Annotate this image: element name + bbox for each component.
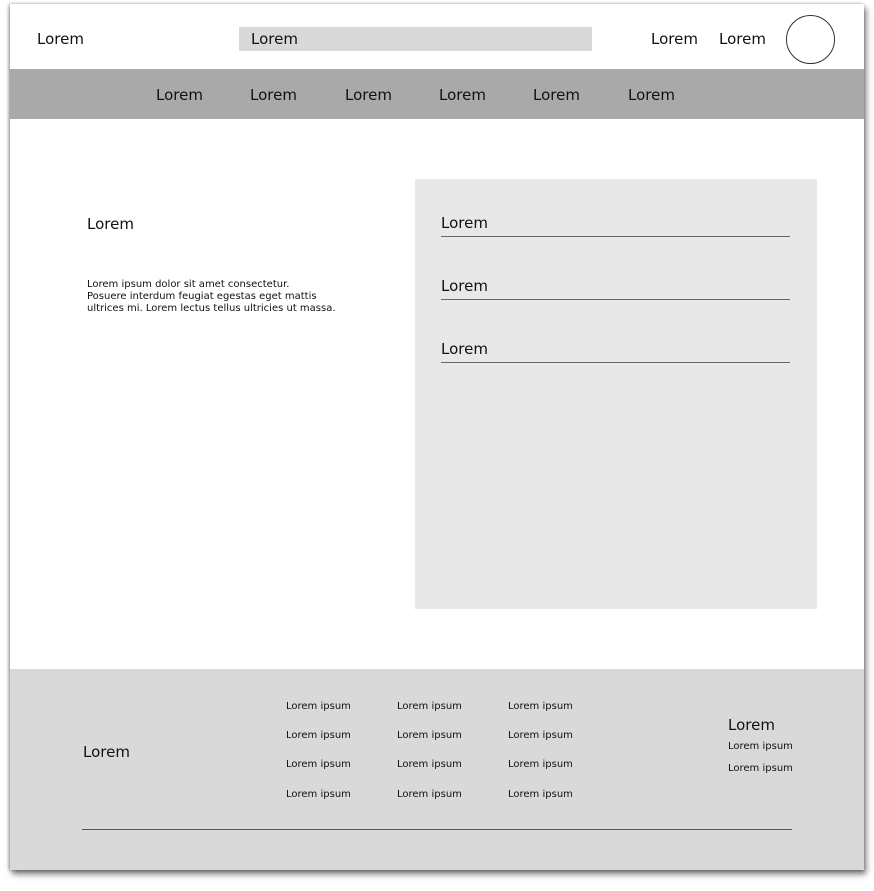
header-link-2[interactable]: Lorem — [719, 30, 766, 48]
footer-link[interactable]: Lorem ipsum — [508, 730, 573, 741]
footer-link[interactable]: Lorem ipsum — [397, 730, 462, 741]
text-line: Posuere interdum feugiat egestas eget mattis — [87, 291, 317, 302]
form-field-1[interactable]: Lorem — [441, 213, 790, 237]
text-line: Lorem ipsum dolor sit amet consectetur. — [87, 279, 290, 290]
footer-title: Lorem — [83, 743, 130, 761]
footer-link[interactable]: Lorem ipsum — [397, 701, 462, 712]
form-field-2[interactable]: Lorem — [441, 276, 790, 300]
footer-link[interactable]: Lorem ipsum — [286, 789, 351, 800]
nav-bar — [10, 69, 864, 119]
nav-item-6[interactable]: Lorem — [628, 86, 675, 104]
footer-divider — [82, 829, 792, 830]
nav-item-1[interactable]: Lorem — [156, 86, 203, 104]
form-field-3[interactable]: Lorem — [441, 339, 790, 363]
footer-right-link[interactable]: Lorem ipsum — [728, 741, 793, 752]
footer-link[interactable]: Lorem ipsum — [286, 759, 351, 770]
header-link-1[interactable]: Lorem — [651, 30, 698, 48]
nav-item-5[interactable]: Lorem — [533, 86, 580, 104]
section-title: Lorem — [87, 215, 134, 233]
nav-item-3[interactable]: Lorem — [345, 86, 392, 104]
header — [10, 4, 864, 69]
footer-link[interactable]: Lorem ipsum — [508, 701, 573, 712]
footer-link[interactable]: Lorem ipsum — [286, 730, 351, 741]
footer-link[interactable]: Lorem ipsum — [397, 789, 462, 800]
nav-item-4[interactable]: Lorem — [439, 86, 486, 104]
footer-right-link[interactable]: Lorem ipsum — [728, 763, 793, 774]
footer-link[interactable]: Lorem ipsum — [508, 759, 573, 770]
text-line: ultrices mi. Lorem lectus tellus ultricies ut massa. — [87, 303, 336, 314]
page — [10, 4, 864, 870]
section-text — [87, 279, 347, 315]
footer-link[interactable]: Lorem ipsum — [397, 759, 462, 770]
footer-right-title: Lorem — [728, 716, 775, 734]
footer — [10, 669, 864, 870]
footer-link[interactable]: Lorem ipsum — [286, 701, 351, 712]
form-panel — [415, 179, 817, 609]
nav-item-2[interactable]: Lorem — [250, 86, 297, 104]
logo-text[interactable]: Lorem — [37, 30, 84, 48]
search-input[interactable]: Lorem — [239, 27, 592, 51]
avatar[interactable] — [786, 15, 835, 64]
footer-link[interactable]: Lorem ipsum — [508, 789, 573, 800]
